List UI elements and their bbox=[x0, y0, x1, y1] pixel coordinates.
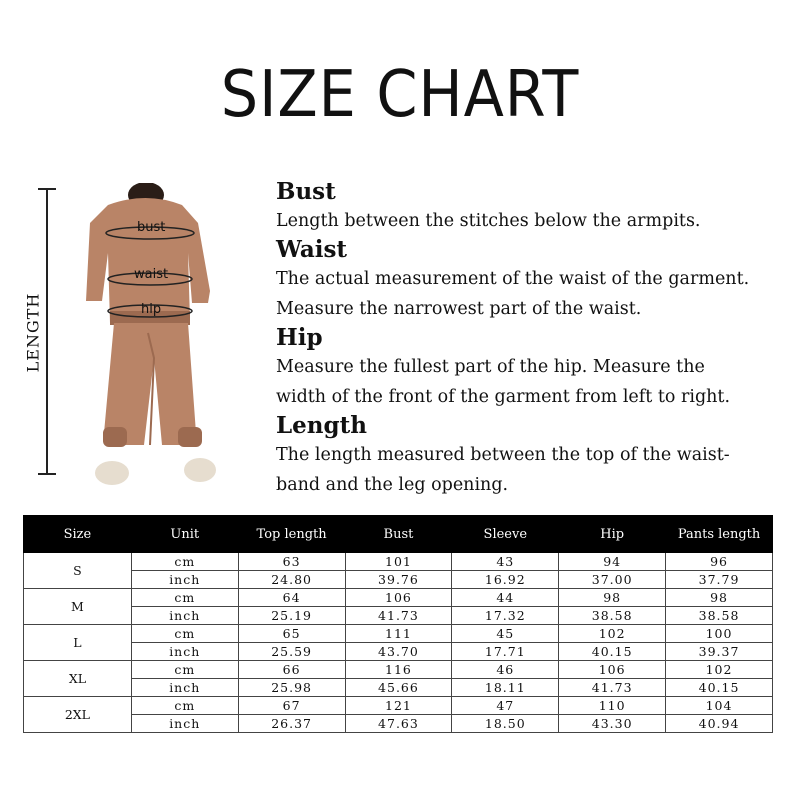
table-cell: 39.76 bbox=[345, 571, 452, 589]
length-label: LENGTH bbox=[23, 292, 43, 373]
size-cell: L bbox=[24, 625, 132, 661]
table-cell: 121 bbox=[345, 697, 452, 715]
header-size: Size bbox=[24, 516, 132, 553]
table-cell: 106 bbox=[345, 589, 452, 607]
table-cell: 17.32 bbox=[452, 607, 559, 625]
table-cell: 43.30 bbox=[559, 715, 666, 733]
header-hip: Hip bbox=[559, 516, 666, 553]
hip-description-line-1: Measure the fullest part of the hip. Measure the bbox=[276, 357, 705, 377]
length-heading: Length bbox=[276, 412, 367, 439]
table-cell: 45.66 bbox=[345, 679, 452, 697]
table-cell: 18.50 bbox=[452, 715, 559, 733]
model-illustration bbox=[70, 183, 230, 498]
table-cell: 45 bbox=[452, 625, 559, 643]
table-cell: 64 bbox=[238, 589, 345, 607]
table-cell: cm bbox=[131, 625, 238, 643]
table-cell: 38.58 bbox=[559, 607, 666, 625]
table-cell: 43 bbox=[452, 553, 559, 571]
table-cell: 46 bbox=[452, 661, 559, 679]
table-cell: inch bbox=[131, 679, 238, 697]
table-cell: 106 bbox=[559, 661, 666, 679]
table-cell: inch bbox=[131, 643, 238, 661]
table-cell: 111 bbox=[345, 625, 452, 643]
waist-description-line-1: The actual measurement of the waist of the garment. bbox=[276, 269, 750, 289]
table-cell: cm bbox=[131, 661, 238, 679]
table-row bbox=[24, 715, 773, 733]
table-cell: cm bbox=[131, 553, 238, 571]
table-cell: 40.15 bbox=[666, 679, 773, 697]
table-cell: 63 bbox=[238, 553, 345, 571]
table-cell: 41.73 bbox=[345, 607, 452, 625]
table-cell: 102 bbox=[559, 625, 666, 643]
table-row bbox=[24, 661, 773, 679]
length-cap-top bbox=[38, 188, 56, 190]
table-cell: 47.63 bbox=[345, 715, 452, 733]
table-cell: 43.70 bbox=[345, 643, 452, 661]
table-cell: 25.19 bbox=[238, 607, 345, 625]
size-cell: S bbox=[24, 553, 132, 589]
measurement-descriptions bbox=[276, 178, 786, 500]
table-cell: 25.98 bbox=[238, 679, 345, 697]
table-cell: 37.79 bbox=[666, 571, 773, 589]
table-cell: 67 bbox=[238, 697, 345, 715]
table-cell: inch bbox=[131, 607, 238, 625]
bust-label: bust bbox=[137, 220, 166, 235]
table-cell: 18.11 bbox=[452, 679, 559, 697]
table-cell: 40.94 bbox=[666, 715, 773, 733]
length-description-line-1: The length measured between the top of the waist- bbox=[276, 445, 730, 465]
table-cell: 65 bbox=[238, 625, 345, 643]
waist-description-line-2: Measure the narrowest part of the waist. bbox=[276, 299, 642, 319]
table-header-row bbox=[24, 516, 773, 553]
table-cell: 44 bbox=[452, 589, 559, 607]
table-cell: 39.37 bbox=[666, 643, 773, 661]
header-bust: Bust bbox=[345, 516, 452, 553]
table-cell: 38.58 bbox=[666, 607, 773, 625]
table-row bbox=[24, 625, 773, 643]
page-title: SIZE CHART bbox=[220, 58, 580, 132]
table-cell: 104 bbox=[666, 697, 773, 715]
table-cell: 66 bbox=[238, 661, 345, 679]
table-cell: 101 bbox=[345, 553, 452, 571]
hip-heading: Hip bbox=[276, 324, 323, 351]
bust-heading: Bust bbox=[276, 178, 336, 205]
table-cell: 102 bbox=[666, 661, 773, 679]
table-row bbox=[24, 697, 773, 715]
size-table bbox=[23, 515, 773, 733]
table-cell: cm bbox=[131, 697, 238, 715]
waist-heading: Waist bbox=[276, 236, 348, 263]
table-row bbox=[24, 643, 773, 661]
table-cell: 98 bbox=[559, 589, 666, 607]
length-arrow-line bbox=[46, 188, 48, 474]
table-cell: 94 bbox=[559, 553, 666, 571]
header-pants-length: Pants length bbox=[666, 516, 773, 553]
table-cell: 41.73 bbox=[559, 679, 666, 697]
hip-label: hip bbox=[141, 302, 162, 317]
table-cell: 25.59 bbox=[238, 643, 345, 661]
table-cell: 24.80 bbox=[238, 571, 345, 589]
table-row bbox=[24, 679, 773, 697]
bust-description: Length between the stitches below the armpits. bbox=[276, 211, 701, 231]
size-cell: 2XL bbox=[24, 697, 132, 733]
table-row bbox=[24, 571, 773, 589]
table-cell: 40.15 bbox=[559, 643, 666, 661]
header-top-length: Top length bbox=[238, 516, 345, 553]
table-cell: 100 bbox=[666, 625, 773, 643]
table-row bbox=[24, 607, 773, 625]
table-cell: 110 bbox=[559, 697, 666, 715]
size-cell: M bbox=[24, 589, 132, 625]
header-unit: Unit bbox=[131, 516, 238, 553]
length-description-line-2: band and the leg opening. bbox=[276, 475, 509, 495]
table-cell: 116 bbox=[345, 661, 452, 679]
table-row bbox=[24, 589, 773, 607]
table-cell: inch bbox=[131, 715, 238, 733]
table-cell: 16.92 bbox=[452, 571, 559, 589]
size-cell: XL bbox=[24, 661, 132, 697]
table-cell: inch bbox=[131, 571, 238, 589]
table-cell: 98 bbox=[666, 589, 773, 607]
table-cell: 37.00 bbox=[559, 571, 666, 589]
length-cap-bottom bbox=[38, 473, 56, 475]
table-cell: cm bbox=[131, 589, 238, 607]
waist-label: waist bbox=[134, 267, 169, 282]
hip-description-line-2: width of the front of the garment from left to right. bbox=[276, 387, 731, 407]
table-cell: 96 bbox=[666, 553, 773, 571]
header-sleeve: Sleeve bbox=[452, 516, 559, 553]
table-cell: 26.37 bbox=[238, 715, 345, 733]
table-cell: 47 bbox=[452, 697, 559, 715]
table-cell: 17.71 bbox=[452, 643, 559, 661]
table-row bbox=[24, 553, 773, 571]
